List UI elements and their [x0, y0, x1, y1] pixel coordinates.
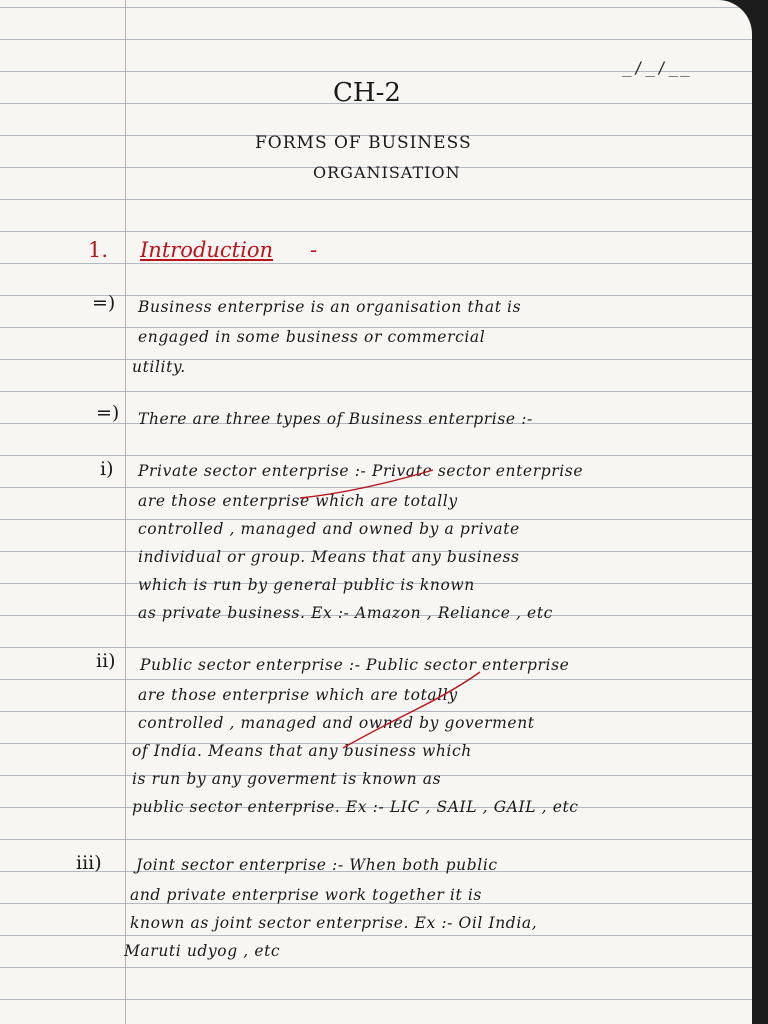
- point-line: individual or group. Means that any business: [138, 548, 520, 566]
- point-line: public sector enterprise. Ex :- LIC , SAIL , GAIL , etc: [132, 798, 579, 816]
- point-line: Public sector enterprise :- Public sector enterprise: [140, 656, 570, 674]
- chapter-heading: CH-2: [333, 78, 401, 108]
- point-line: as private business. Ex :- Amazon , Reliance , etc: [138, 604, 553, 622]
- section-number: 1.: [88, 238, 109, 262]
- point-line: utility.: [132, 358, 186, 376]
- point-line: Maruti udyog , etc: [124, 942, 281, 960]
- point-line: controlled , managed and owned by goverment: [138, 714, 535, 732]
- point-line: which is run by general public is known: [138, 576, 475, 594]
- section-dash: -: [310, 238, 318, 262]
- point-line: of India. Means that any business which: [132, 742, 472, 760]
- point-line: is run by any goverment is known as: [132, 770, 442, 788]
- point-line: and private enterprise work together it is: [130, 886, 482, 904]
- point-line: Business enterprise is an organisation that is: [138, 298, 522, 316]
- point-line: are those enterprise which are totally: [138, 492, 458, 510]
- point-line: engaged in some business or commercial: [138, 328, 486, 346]
- point-line: known as joint sector enterprise. Ex :- Oil India,: [130, 914, 538, 932]
- point-marker: iii): [76, 852, 102, 874]
- date-field: _/_/__: [622, 58, 692, 77]
- section-title: Introduction: [140, 238, 273, 262]
- point-line: There are three types of Business enterprise :-: [138, 410, 533, 428]
- margin-line: [125, 0, 126, 1024]
- point-marker: =): [96, 402, 120, 424]
- point-marker: i): [100, 458, 114, 480]
- point-line: Joint sector enterprise :- When both public: [136, 856, 498, 874]
- point-line: Private sector enterprise :- Private sector enterprise: [138, 462, 584, 480]
- red-strike-mark: [298, 468, 438, 508]
- point-line: are those enterprise which are totally: [138, 686, 458, 704]
- point-marker: =): [92, 292, 116, 314]
- point-marker: ii): [96, 650, 116, 672]
- point-line: controlled , managed and owned by a private: [138, 520, 520, 538]
- title-line-2: ORGANISATION: [313, 163, 461, 182]
- title-line-1: FORMS OF BUSINESS: [255, 133, 472, 153]
- red-strike-mark: [315, 670, 485, 750]
